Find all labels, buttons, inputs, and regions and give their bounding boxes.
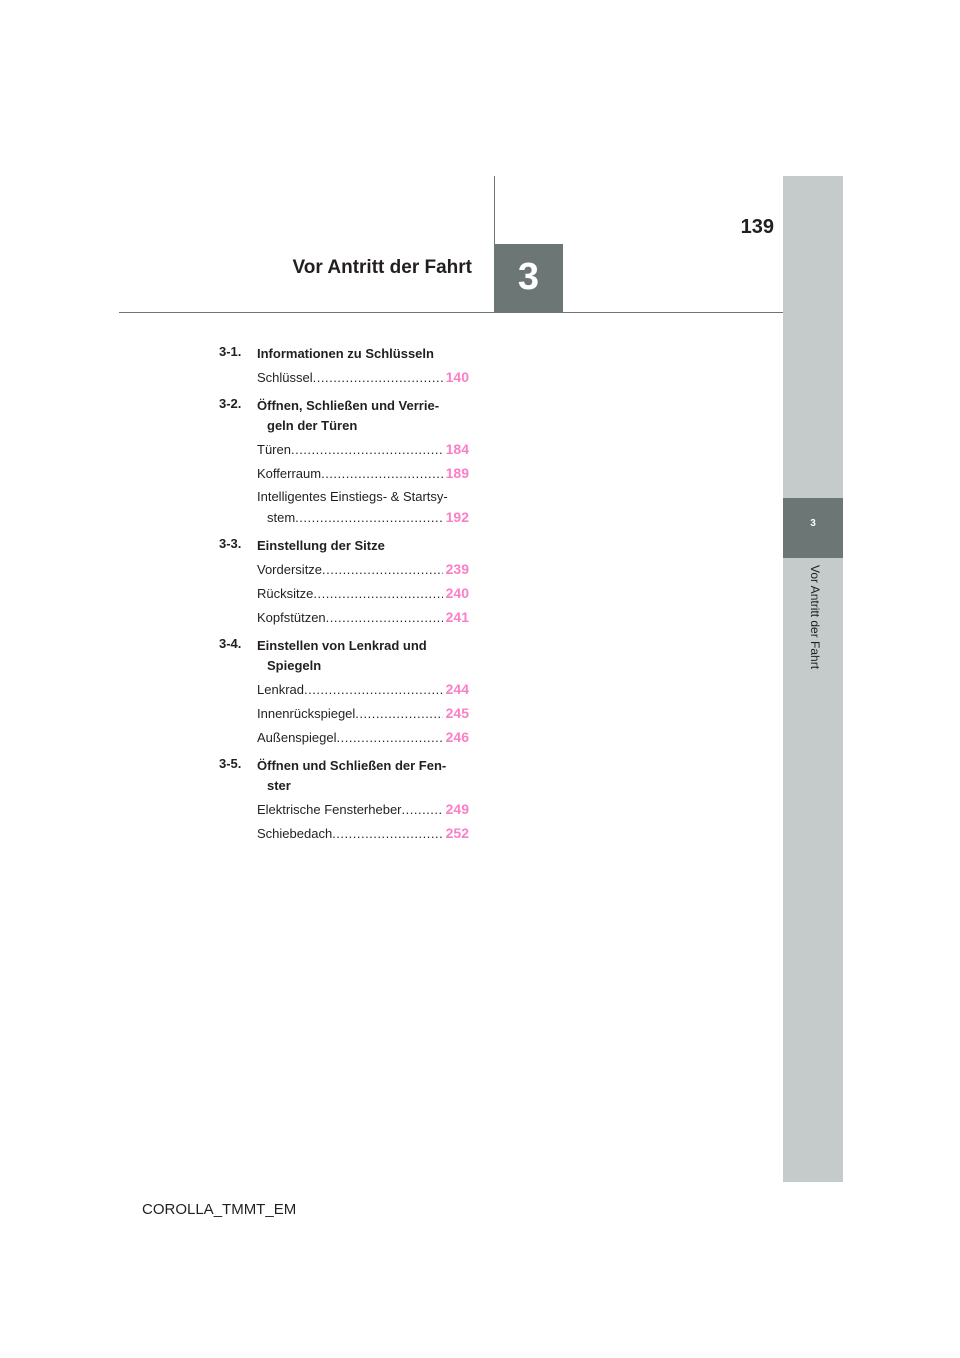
- dot-leader: [295, 508, 442, 528]
- section-number: 3-2.: [219, 396, 242, 411]
- toc-entry[interactable]: [257, 439, 469, 460]
- entry-label: Schlüssel: [257, 370, 313, 385]
- section-number: 3-5.: [219, 756, 242, 771]
- dot-leader: [326, 608, 443, 628]
- dot-leader: [313, 584, 442, 604]
- section-title: [257, 344, 469, 364]
- page-number: 139: [740, 216, 774, 238]
- entry-label: Lenkrad: [257, 682, 304, 697]
- toc-entry[interactable]: [257, 583, 469, 604]
- section-title-line: Einstellung der Sitze: [257, 538, 385, 553]
- toc-entry[interactable]: [257, 487, 469, 528]
- page-link[interactable]: 184: [445, 441, 469, 457]
- sidebar-tab-number: 3: [810, 518, 816, 529]
- entry-row: [257, 799, 469, 820]
- dot-leader: [321, 464, 443, 484]
- entry-row: [257, 679, 469, 700]
- entry-row: [257, 823, 469, 844]
- entry-row: [257, 583, 469, 604]
- page-link[interactable]: 244: [445, 681, 469, 697]
- section-title-line: Spiegeln: [267, 658, 322, 673]
- entry-row: [257, 703, 469, 724]
- page-link[interactable]: 249: [445, 801, 469, 817]
- dot-leader: [291, 440, 443, 460]
- table-of-contents: [219, 344, 469, 852]
- toc-section: [219, 636, 469, 748]
- entry-row: [257, 463, 469, 484]
- entry-label: Innenrückspiegel: [257, 706, 356, 721]
- entry-label: Schiebedach: [257, 826, 333, 841]
- entry-row: [257, 367, 469, 388]
- dot-leader: [313, 368, 443, 388]
- entry-label: Vordersitze: [257, 562, 323, 577]
- section-title-line: Öffnen und Schließen der Fen-: [257, 758, 447, 773]
- toc-entry[interactable]: [257, 703, 469, 724]
- section-title-line: ster: [267, 778, 291, 793]
- header-divider-horizontal: [119, 312, 783, 313]
- toc-section: [219, 344, 469, 388]
- dot-leader: [332, 824, 442, 844]
- dot-leader: [355, 704, 442, 724]
- page-link[interactable]: 240: [445, 585, 469, 601]
- page-link[interactable]: 246: [445, 729, 469, 745]
- entry-row: [257, 507, 469, 528]
- chapter-number-box: [494, 244, 563, 313]
- dot-leader: [402, 800, 443, 820]
- section-number: 3-3.: [219, 536, 242, 551]
- page-link[interactable]: 140: [445, 369, 469, 385]
- entry-label-line: Intelligentes Einstiegs- & Startsy-: [257, 489, 448, 504]
- chapter-title: Vor Antritt der Fahrt: [292, 257, 472, 278]
- toc-section: [219, 396, 469, 528]
- toc-entry[interactable]: [257, 679, 469, 700]
- dot-leader: [337, 728, 443, 748]
- sidebar-chapter-tab[interactable]: [783, 498, 843, 558]
- toc-entry[interactable]: [257, 727, 469, 748]
- footer-code: COROLLA_TMMT_EM: [142, 1201, 297, 1218]
- entry-row: [257, 439, 469, 460]
- entry-row: [257, 559, 469, 580]
- page-link[interactable]: 245: [445, 705, 469, 721]
- page-link[interactable]: 239: [445, 561, 469, 577]
- toc-section: [219, 536, 469, 628]
- section-number: 3-4.: [219, 636, 242, 651]
- entry-label: stem: [267, 510, 296, 525]
- section-title-line: Einstellen von Lenkrad und: [257, 638, 427, 653]
- entry-label: Rücksitze: [257, 586, 314, 601]
- entry-label: Kopfstützen: [257, 610, 326, 625]
- sidebar-chapter-label: Vor Antritt der Fahrt: [808, 565, 822, 670]
- entry-label: Türen: [257, 442, 291, 457]
- section-title: [257, 396, 469, 436]
- entry-label: Elektrische Fensterheber: [257, 802, 402, 817]
- page-link[interactable]: 189: [445, 465, 469, 481]
- chapter-number: 3: [517, 256, 540, 298]
- section-title: [257, 636, 469, 676]
- toc-section: [219, 756, 469, 844]
- entry-row: [257, 727, 469, 748]
- toc-entry[interactable]: [257, 367, 469, 388]
- page-link[interactable]: 252: [445, 825, 469, 841]
- toc-entry[interactable]: [257, 607, 469, 628]
- section-title-line: geln der Türen: [267, 418, 358, 433]
- toc-entry[interactable]: [257, 559, 469, 580]
- toc-entry[interactable]: [257, 823, 469, 844]
- section-number: 3-1.: [219, 344, 242, 359]
- page-link[interactable]: 241: [445, 609, 469, 625]
- dot-leader: [304, 680, 443, 700]
- toc-entry[interactable]: [257, 799, 469, 820]
- dot-leader: [322, 560, 443, 580]
- page-link[interactable]: 192: [445, 509, 469, 525]
- toc-entry[interactable]: [257, 463, 469, 484]
- entry-label: Kofferraum: [257, 466, 322, 481]
- header-divider-vertical: [494, 176, 495, 244]
- entry-row: [257, 607, 469, 628]
- section-title-line: Informationen zu Schlüsseln: [257, 346, 434, 361]
- section-title: [257, 756, 469, 796]
- entry-label: Außenspiegel: [257, 730, 337, 745]
- section-title: [257, 536, 469, 556]
- section-title-line: Öffnen, Schließen und Verrie-: [257, 398, 440, 413]
